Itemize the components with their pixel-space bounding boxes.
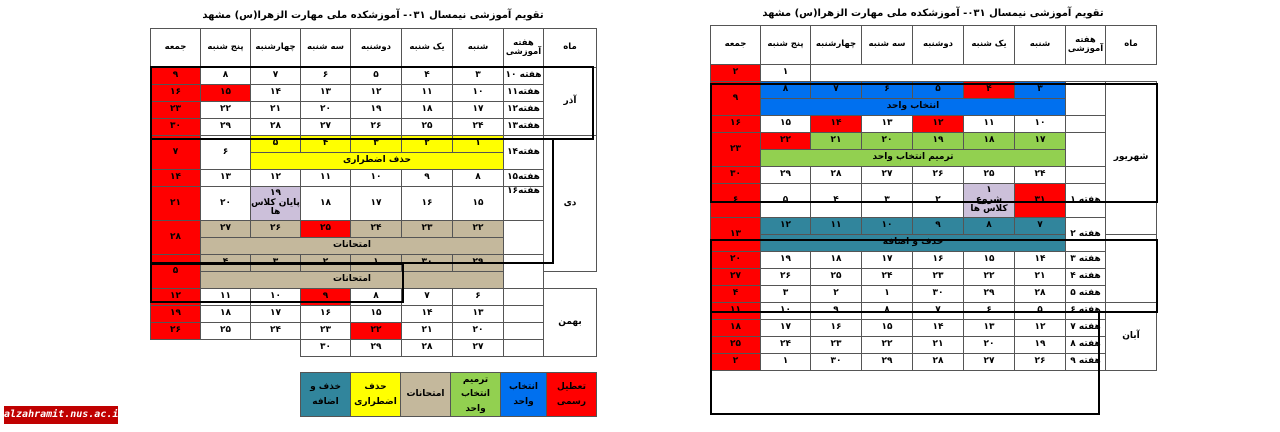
day-cell: ۵: [351, 68, 402, 85]
day-cell: ۲۳: [301, 323, 351, 340]
adjust-band: ترمیم انتخاب واحد: [761, 150, 1066, 167]
day-cell: ۱۲: [1015, 320, 1066, 337]
col-friday: جمعه: [711, 26, 761, 65]
day-cell: ۱۴: [251, 85, 301, 102]
day-cell: ۶: [301, 68, 351, 85]
day-cell: ۸: [351, 289, 402, 306]
day-cell: ۷: [402, 289, 453, 306]
day-cell: ۲۱: [151, 187, 201, 221]
col-wednesday: چهارشنبه: [251, 29, 301, 68]
table-row: [151, 102, 597, 119]
week-label: هفته ۸: [1066, 337, 1106, 354]
day-cell: ۳۰: [913, 286, 964, 303]
day-cell: ۲۲: [862, 337, 913, 354]
day-cell: ۲۲: [964, 269, 1015, 286]
day-cell: ۱۴: [1015, 252, 1066, 269]
table-row: [151, 340, 597, 357]
day-cell: ۱۷: [862, 252, 913, 269]
legend-exams: امتحانات: [401, 373, 451, 417]
day-cell: ۳: [251, 255, 301, 272]
day-cell: ۲: [811, 286, 862, 303]
emergency-drop-band: حذف اضطراری: [251, 153, 504, 170]
right-calendar-title: تقویم آموزشی نیمسال ۰۳۱- آموزشکده ملی مهارت الزهرا(س) مشهد: [762, 8, 1104, 19]
day-cell: ۲۰: [964, 337, 1015, 354]
day-cell: ۱۱: [201, 289, 251, 306]
exams-band: امتحانات: [201, 272, 504, 289]
day-cell: ۱۳: [453, 306, 504, 323]
col-week: هفته آموزشی: [504, 29, 544, 68]
day-cell: ۲۷: [201, 221, 251, 238]
day-cell: ۲۵: [301, 221, 351, 238]
header-row: [711, 26, 1157, 65]
day-cell: ۱۶: [151, 85, 201, 102]
day-cell: ۷: [913, 303, 964, 320]
day-cell: ۹: [711, 82, 761, 116]
day-cell: ۲۹: [964, 286, 1015, 303]
day-cell: ۹: [811, 303, 862, 320]
day-cell: ۳۱: [1015, 184, 1066, 218]
table-row: [151, 289, 597, 306]
col-monday: دوشنبه: [351, 29, 402, 68]
day-cell: ۲۶: [1015, 354, 1066, 371]
month-label: آذر: [544, 68, 597, 136]
day-cell: ۱۷: [1015, 133, 1066, 150]
blank-cell: [151, 340, 201, 357]
day-cell: ۱۰: [351, 170, 402, 187]
col-tuesday: سه شنبه: [862, 26, 913, 65]
day-cell: ۲۷: [862, 167, 913, 184]
week-label: [1066, 82, 1106, 116]
day-cell: ۸: [964, 218, 1015, 235]
day-cell: ۲۵: [811, 269, 862, 286]
day-cell: ۱: [761, 354, 811, 371]
day-cell: ۱۸: [964, 133, 1015, 150]
table-row: [711, 133, 1157, 150]
week-label: هفته۱۲: [504, 102, 544, 119]
day-cell: ۱: [862, 286, 913, 303]
day-cell: ۱۷: [351, 187, 402, 221]
day-cell: ۱۶: [402, 187, 453, 221]
week-label: [1066, 167, 1106, 184]
day-cell: ۱۷: [761, 320, 811, 337]
right-calendar: [710, 25, 1157, 371]
day-cell: ۲۴: [761, 337, 811, 354]
day-cell: ۴: [301, 136, 351, 153]
day-cell: ۱۳: [711, 218, 761, 252]
day-cell: ۵: [913, 82, 964, 99]
table-row: [711, 320, 1157, 337]
day-cell: ۱۵: [351, 306, 402, 323]
day-cell: ۲۸: [151, 221, 201, 255]
exams-band: امتحانات: [201, 238, 504, 255]
day-cell: ۱۸: [811, 252, 862, 269]
day-cell: ۲: [711, 354, 761, 371]
day-cell: ۲: [301, 255, 351, 272]
day-cell: ۱۵: [862, 320, 913, 337]
class-start-label: شروع کلاس ها: [970, 194, 1008, 215]
day-cell: ۲۷: [711, 269, 761, 286]
table-row: [711, 286, 1157, 303]
col-friday: جمعه: [151, 29, 201, 68]
day-cell: ۲۹: [862, 354, 913, 371]
add-drop-band: حذف و اضافه: [761, 235, 1066, 252]
day-cell: ۲۸: [251, 119, 301, 136]
week-label: هفته۱۴: [504, 136, 544, 170]
blank-cell: [251, 340, 301, 357]
day-cell: ۲۹: [351, 340, 402, 357]
day-cell: ۷: [1015, 218, 1066, 235]
table-row: [711, 184, 1157, 218]
day-cell: ۱۷: [453, 102, 504, 119]
week-label: هفته ۹: [1066, 354, 1106, 371]
day-cell: ۱۳: [862, 116, 913, 133]
day-cell: ۱۰: [862, 218, 913, 235]
day-cell: ۱۲: [351, 85, 402, 102]
col-week: هفته آموزشی: [1066, 26, 1106, 65]
week-label: [504, 255, 544, 289]
day-cell: ۲: [402, 136, 453, 153]
table-row: [151, 306, 597, 323]
week-label: هفته ۴: [1066, 269, 1106, 286]
day-cell: ۶: [201, 136, 251, 170]
day-cell: ۱۸: [711, 320, 761, 337]
week-label: هفته۱۵: [504, 170, 544, 187]
col-saturday: شنبه: [1015, 26, 1066, 65]
day-cell: ۳۰: [402, 255, 453, 272]
week-label: [504, 340, 544, 357]
day-cell: ۲۸: [402, 340, 453, 357]
table-row: [151, 136, 597, 153]
day-cell: ۱۲: [761, 218, 811, 235]
col-monday: دوشنبه: [913, 26, 964, 65]
day-cell: ۱۹: [913, 133, 964, 150]
day-cell: ۱۶: [301, 306, 351, 323]
week-label: [504, 323, 544, 340]
col-saturday: شنبه: [453, 29, 504, 68]
month-label: آبان: [1106, 303, 1157, 371]
day-cell: ۳۰: [811, 354, 862, 371]
blank-cell: [201, 340, 251, 357]
day-cell: ۱۹: [351, 102, 402, 119]
day-cell: ۳۰: [301, 340, 351, 357]
day-cell: ۲۸: [811, 167, 862, 184]
day-cell: ۶: [711, 184, 761, 218]
table-row: [711, 354, 1157, 371]
legend-select: انتخاب واحد: [501, 373, 547, 417]
day-cell: ۲۷: [301, 119, 351, 136]
day-cell: ۲۶: [151, 323, 201, 340]
day-cell: ۱۳: [301, 85, 351, 102]
blank-cell: [811, 65, 1157, 82]
week-label: هفته۱۱: [504, 85, 544, 102]
day-cell: ۵: [251, 136, 301, 153]
week-label: هفته ۵: [1066, 286, 1106, 303]
day-cell: ۲۷: [453, 340, 504, 357]
day-cell: ۱۶: [913, 252, 964, 269]
left-calendar: [150, 28, 597, 357]
day-cell: ۸: [201, 68, 251, 85]
day-cell: ۲۶: [351, 119, 402, 136]
week-label: هفته ۶: [1066, 303, 1106, 320]
day-cell: ۲۱: [402, 323, 453, 340]
day-cell: ۱۱: [402, 85, 453, 102]
day-cell: ۱۳: [964, 320, 1015, 337]
col-sunday: یک شنبه: [402, 29, 453, 68]
day-cell: ۲۲: [351, 323, 402, 340]
day-cell: ۱: [453, 136, 504, 153]
table-row: [151, 170, 597, 187]
table-row: [711, 269, 1157, 286]
day-cell: ۱: [761, 65, 811, 82]
day-cell: ۲۹: [761, 167, 811, 184]
col-month: ماه: [544, 29, 597, 68]
day-cell: ۲۶: [761, 269, 811, 286]
table-row: [151, 255, 597, 272]
week-label: هفته ۳: [1066, 252, 1106, 269]
day-cell: ۲۶: [251, 221, 301, 238]
day-cell: ۲۳: [913, 269, 964, 286]
day-cell: ۱۴: [402, 306, 453, 323]
col-thursday: پنج شنبه: [201, 29, 251, 68]
day-cell: ۲۸: [1015, 286, 1066, 303]
table-row: [151, 119, 597, 136]
day-cell: ۲۰: [711, 252, 761, 269]
day-cell: ۲۲: [201, 102, 251, 119]
day-cell: ۲۴: [251, 323, 301, 340]
day-cell: ۲۶: [913, 167, 964, 184]
day-cell: ۶: [453, 289, 504, 306]
day-cell: ۲۵: [964, 167, 1015, 184]
day-cell: ۱۴: [811, 116, 862, 133]
week-label: [504, 306, 544, 323]
header-row: [151, 29, 597, 68]
day-cell: ۲: [913, 184, 964, 218]
day-cell: ۳: [351, 136, 402, 153]
day-cell: ۱۳: [201, 170, 251, 187]
table-row: [711, 303, 1157, 320]
day-cell: ۱۸: [301, 187, 351, 221]
table-row: [711, 167, 1157, 184]
day-cell: ۴: [964, 82, 1015, 99]
day-cell: ۴: [811, 184, 862, 218]
week-label: هفته۱۶: [504, 187, 544, 221]
day-cell: ۵: [1015, 303, 1066, 320]
legend-emergency-drop: حذف اضطراری: [351, 373, 401, 417]
day-cell: ۲۰: [201, 187, 251, 221]
day-cell: ۲۵: [402, 119, 453, 136]
day-cell: ۴: [201, 255, 251, 272]
day-cell: ۹: [913, 218, 964, 235]
day-cell: ۲۱: [811, 133, 862, 150]
day-cell: ۱۶: [711, 116, 761, 133]
legend-holiday: تعطیل رسمی: [547, 373, 597, 417]
day-cell: ۳: [453, 68, 504, 85]
day-cell: ۲۹: [453, 255, 504, 272]
day-cell: ۴: [402, 68, 453, 85]
left-calendar-title: تقویم آموزشی نیمسال ۰۳۱- آموزشکده ملی مهارت الزهرا(س) مشهد: [202, 10, 544, 21]
day-cell: ۳۰: [711, 167, 761, 184]
day-cell: ۱: [351, 255, 402, 272]
day-cell: ۱۱: [301, 170, 351, 187]
day-cell: ۱۹: [761, 252, 811, 269]
day-cell: ۱۱: [811, 218, 862, 235]
day-cell: ۱۱: [711, 303, 761, 320]
day-cell: ۱۱: [964, 116, 1015, 133]
day-number: ۱: [986, 184, 992, 195]
week-label: هفته ۷: [1066, 320, 1106, 337]
day-cell: ۲۷: [964, 354, 1015, 371]
legend-adjust: ترمیم انتخاب واحد: [451, 373, 501, 417]
day-cell: ۲۴: [862, 269, 913, 286]
day-cell: ۱۹: [151, 306, 201, 323]
col-thursday: پنج شنبه: [761, 26, 811, 65]
day-cell: ۲۰: [301, 102, 351, 119]
month-label: بهمن: [544, 289, 597, 357]
day-cell: ۶: [862, 82, 913, 99]
day-cell: ۲۳: [711, 133, 761, 167]
day-cell: ۳: [862, 184, 913, 218]
table-row: [151, 85, 597, 102]
class-end-cell: [251, 187, 301, 221]
table-row: [711, 82, 1157, 99]
day-cell: ۸: [453, 170, 504, 187]
month-label: دی: [544, 136, 597, 272]
day-cell: ۱۰: [761, 303, 811, 320]
course-select-band: انتخاب واحد: [761, 99, 1066, 116]
day-cell: ۲۰: [453, 323, 504, 340]
class-start-cell: [964, 184, 1015, 218]
week-label: هفته ۱: [1066, 184, 1106, 218]
day-cell: ۲۹: [201, 119, 251, 136]
day-cell: ۱۵: [761, 116, 811, 133]
week-label: [504, 289, 544, 306]
week-label: [504, 221, 544, 255]
day-cell: ۷: [251, 68, 301, 85]
table-row: [711, 218, 1157, 235]
day-cell: ۴: [711, 286, 761, 303]
day-number: ۱۹: [270, 187, 281, 198]
col-wednesday: چهارشنبه: [811, 26, 862, 65]
table-row: [711, 116, 1157, 133]
day-cell: ۲۱: [251, 102, 301, 119]
day-cell: ۷: [151, 136, 201, 170]
day-cell: ۲۳: [402, 221, 453, 238]
day-cell: ۱۲: [913, 116, 964, 133]
week-label: [1066, 116, 1106, 133]
day-cell: ۸: [761, 82, 811, 99]
day-cell: ۲۴: [1015, 167, 1066, 184]
day-cell: ۱۰: [251, 289, 301, 306]
day-cell: ۲۵: [711, 337, 761, 354]
week-label: هفته ۱۰: [504, 68, 544, 85]
table-row: [711, 252, 1157, 269]
day-cell: ۲۱: [913, 337, 964, 354]
day-cell: ۱۸: [201, 306, 251, 323]
day-cell: ۱۹: [1015, 337, 1066, 354]
day-cell: ۱۸: [402, 102, 453, 119]
week-label: هفته۱۳: [504, 119, 544, 136]
site-url[interactable]: alzahramit.nus.ac.ir: [4, 406, 118, 424]
day-cell: ۱۴: [151, 170, 201, 187]
table-row: [711, 337, 1157, 354]
day-cell: ۵: [151, 255, 201, 289]
table-row: [151, 68, 597, 85]
day-cell: ۲۴: [453, 119, 504, 136]
day-cell: ۱۵: [201, 85, 251, 102]
day-cell: ۱۰: [453, 85, 504, 102]
week-label: هفته ۲: [1066, 218, 1106, 252]
table-row: [151, 323, 597, 340]
col-sunday: یک شنبه: [964, 26, 1015, 65]
legend-add-drop: خذف و اضافه: [301, 373, 351, 417]
col-month: ماه: [1106, 26, 1157, 65]
month-label: شهریور: [1106, 82, 1157, 235]
day-cell: ۲۴: [351, 221, 402, 238]
day-cell: ۱۲: [251, 170, 301, 187]
day-cell: ۹: [301, 289, 351, 306]
day-cell: ۱۲: [151, 289, 201, 306]
left-legend: [300, 372, 597, 417]
day-cell: ۲۰: [862, 133, 913, 150]
table-row: [151, 187, 597, 221]
class-end-label: پایان کلاس ها: [251, 197, 300, 218]
day-cell: ۹: [402, 170, 453, 187]
day-cell: ۲۵: [201, 323, 251, 340]
day-cell: ۷: [811, 82, 862, 99]
day-cell: ۱۷: [251, 306, 301, 323]
day-cell: ۱۶: [811, 320, 862, 337]
day-cell: ۵: [761, 184, 811, 218]
day-cell: ۲۲: [761, 133, 811, 150]
table-row: [151, 221, 597, 238]
day-cell: ۱۵: [964, 252, 1015, 269]
col-tuesday: سه شنبه: [301, 29, 351, 68]
week-label: [1066, 133, 1106, 167]
day-cell: ۱۰: [1015, 116, 1066, 133]
day-cell: ۳: [1015, 82, 1066, 99]
day-cell: ۱۴: [913, 320, 964, 337]
day-cell: ۶: [964, 303, 1015, 320]
day-cell: ۲۲: [453, 221, 504, 238]
day-cell: ۲۸: [913, 354, 964, 371]
day-cell: ۲۳: [811, 337, 862, 354]
day-cell: ۲۱: [1015, 269, 1066, 286]
day-cell: ۲: [711, 65, 761, 82]
day-cell: ۱۵: [453, 187, 504, 221]
day-cell: ۳: [761, 286, 811, 303]
table-row: [711, 65, 1157, 82]
day-cell: ۳۰: [151, 119, 201, 136]
day-cell: ۹: [151, 68, 201, 85]
day-cell: ۸: [862, 303, 913, 320]
day-cell: ۲۳: [151, 102, 201, 119]
